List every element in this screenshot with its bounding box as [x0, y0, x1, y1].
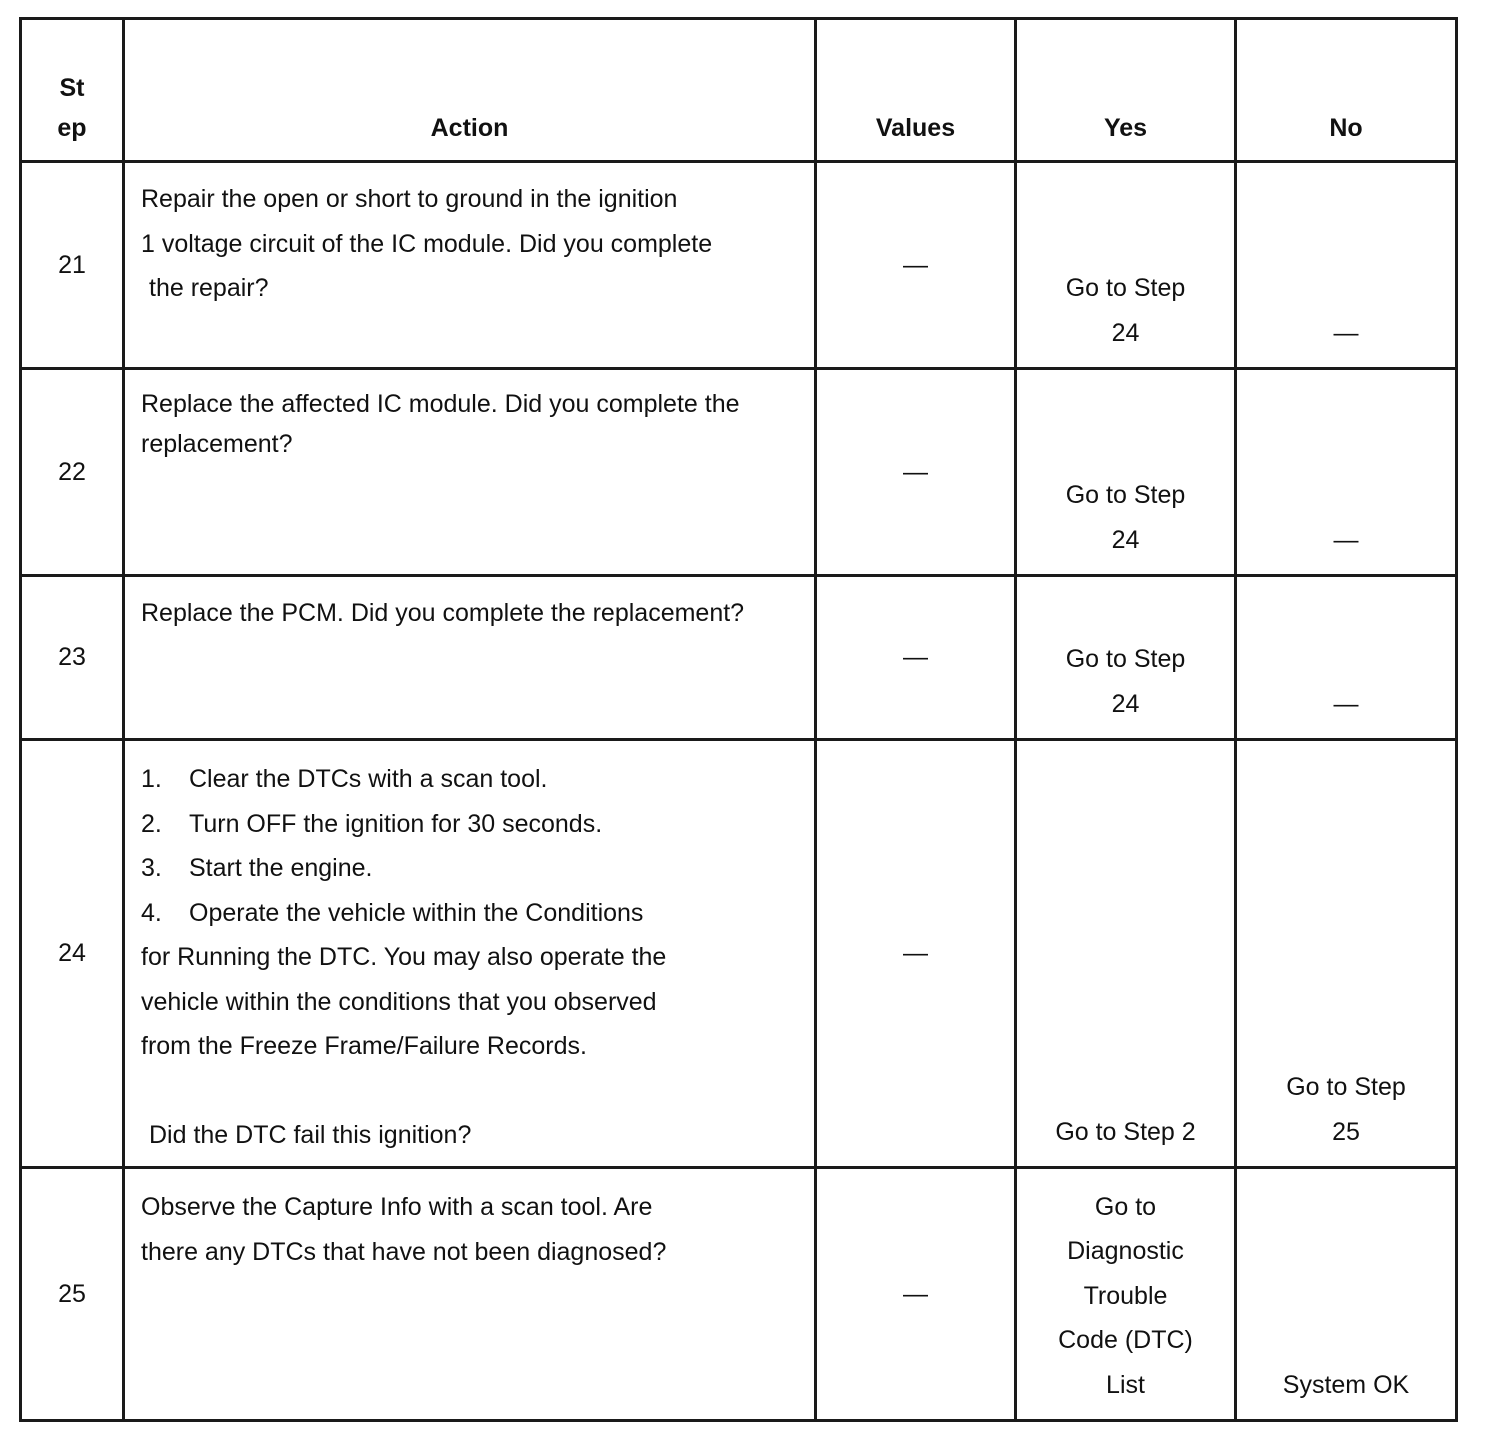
action-line: 1 voltage circuit of the IC module. Did you complete [141, 229, 713, 258]
values-cell: — [816, 576, 1016, 740]
action-cell [124, 576, 816, 740]
header-step-line1: St [59, 74, 85, 102]
list-item-text: Turn OFF the ignition for 30 seconds. [189, 809, 603, 838]
action-line: Observe the Capture Info with a scan tool. Are [141, 1193, 653, 1221]
table-row [21, 1168, 1457, 1421]
action-line: there any DTCs that have not been diagnosed? [141, 1237, 667, 1266]
header-row [21, 19, 1457, 162]
action-line: the repair? [149, 274, 269, 302]
yes-cell [1016, 1168, 1236, 1421]
action-cell [124, 740, 816, 1168]
step-number: 22 [21, 369, 124, 576]
yes-cell [1016, 576, 1236, 740]
no-line: — [1333, 525, 1359, 554]
diagnostic-table [19, 17, 1458, 1422]
yes-line: Go to Step [1065, 274, 1186, 302]
yes-line: Trouble [1083, 1281, 1168, 1310]
list-item-text: Start the engine. [189, 854, 373, 882]
step-number: 21 [21, 162, 124, 369]
header-yes: Yes [1016, 19, 1236, 162]
action-line: replacement? [141, 430, 293, 458]
no-line: Go to Step [1286, 1073, 1406, 1101]
no-line: System OK [1282, 1370, 1410, 1399]
list-item [141, 757, 804, 802]
yes-line: Code (DTC) [1058, 1326, 1193, 1354]
yes-line: 24 [1111, 318, 1140, 347]
action-line: Replace the PCM. Did you complete the replacement? [141, 599, 745, 627]
list-item-number: 4. [141, 898, 162, 927]
action-question: Did the DTC fail this ignition? [149, 1120, 472, 1149]
no-cell [1236, 1168, 1457, 1421]
no-cell [1236, 162, 1457, 369]
table-row [21, 162, 1457, 369]
action-cell [124, 1168, 816, 1421]
no-cell [1236, 576, 1457, 740]
list-item-text: Clear the DTCs with a scan tool. [189, 765, 548, 793]
step-number: 24 [21, 740, 124, 1168]
list-item [141, 802, 804, 847]
table-row [21, 740, 1457, 1168]
action-line: Replace the affected IC module. Did you complete the [141, 390, 740, 418]
list-item [141, 846, 804, 891]
yes-line: Diagnostic [1067, 1237, 1184, 1265]
yes-line: Go to Step 2 [1055, 1117, 1196, 1146]
header-step [21, 19, 124, 162]
yes-line: 24 [1111, 689, 1140, 718]
no-cell [1236, 369, 1457, 576]
values-cell: — [816, 1168, 1016, 1421]
header-step-line2: ep [57, 114, 87, 142]
values-cell: — [816, 162, 1016, 369]
yes-cell [1016, 369, 1236, 576]
list-item-number: 3. [141, 854, 162, 882]
action-line: vehicle within the conditions that you observed [141, 987, 657, 1016]
yes-line: Go to Step [1065, 481, 1186, 509]
yes-line: List [1106, 1370, 1145, 1399]
no-line: — [1333, 689, 1359, 718]
header-no: No [1236, 19, 1457, 162]
no-line: — [1333, 318, 1359, 347]
values-cell: — [816, 369, 1016, 576]
no-line: 25 [1332, 1117, 1360, 1146]
table-row [21, 576, 1457, 740]
yes-line: Go to Step [1065, 645, 1186, 673]
list-item-text: Operate the vehicle within the Conditions [189, 898, 644, 927]
values-cell: — [816, 740, 1016, 1168]
spacer [141, 1069, 804, 1113]
action-line: Repair the open or short to ground in the ignition [141, 185, 678, 213]
table-row [21, 369, 1457, 576]
yes-cell [1016, 740, 1236, 1168]
yes-cell [1016, 162, 1236, 369]
action-cell [124, 162, 816, 369]
step-number: 25 [21, 1168, 124, 1421]
list-item-number: 1. [141, 765, 162, 793]
step-number: 23 [21, 576, 124, 740]
yes-line: 24 [1111, 525, 1140, 554]
no-cell [1236, 740, 1457, 1168]
list-item [141, 891, 804, 936]
action-line: from the Freeze Frame/Failure Records. [141, 1032, 587, 1060]
action-cell [124, 369, 816, 576]
header-values: Values [816, 19, 1016, 162]
header-action: Action [124, 19, 816, 162]
yes-line: Go to [1094, 1192, 1157, 1221]
action-line: for Running the DTC. You may also operate the [141, 943, 667, 971]
list-item-number: 2. [141, 809, 162, 838]
